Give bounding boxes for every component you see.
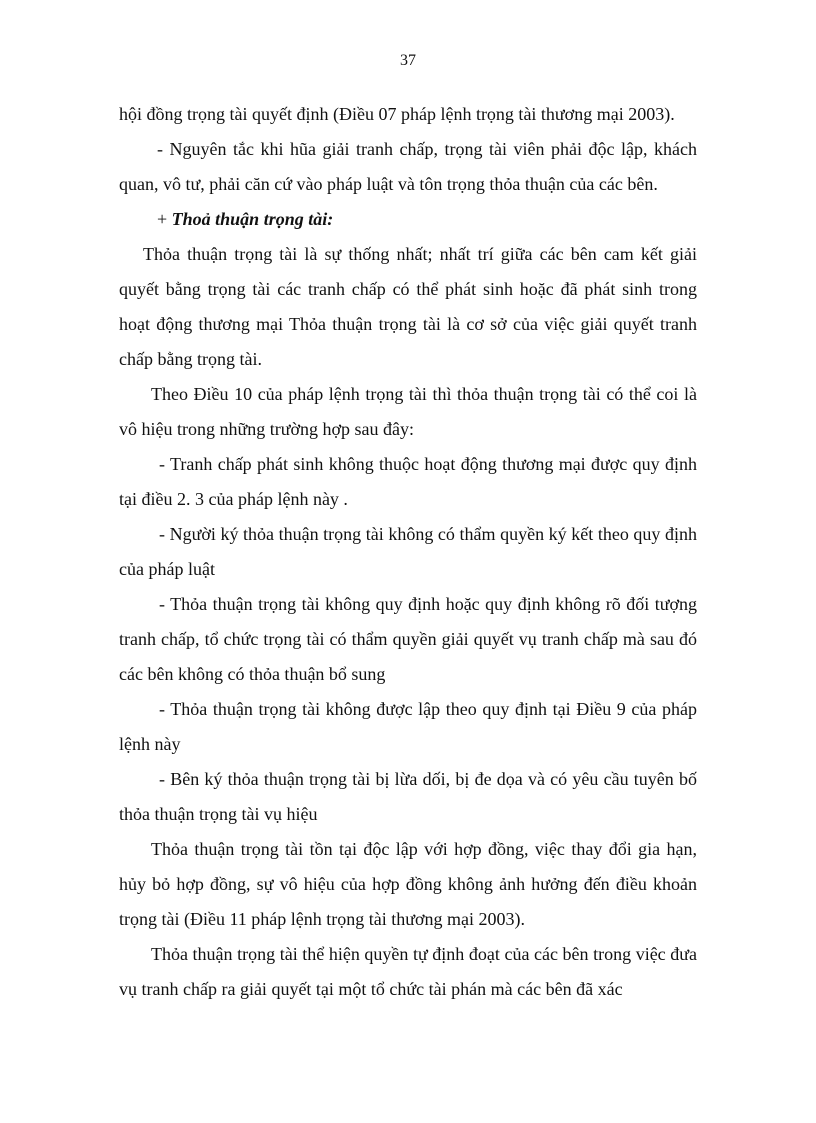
paragraph-independence: Thỏa thuận trọng tài tồn tại độc lập với hợp đồng, việc thay đổi gia hạn, hủy bỏ hợp đồng, sự vô hiệu của hợp đồng không ảnh hưởng đến điều khoản trọng tài (Điều 11 pháp lệnh trọng tài thương mại 2003).: [119, 839, 697, 929]
heading-prefix: +: [157, 209, 172, 229]
section-heading: [119, 202, 697, 237]
paragraph-definition: Thỏa thuận trọng tài là sự thống nhất; nhất trí giữa các bên cam kết giải quyết bằng trọng tài các tranh chấp có thể phát sinh hoặc đã phát sinh trong hoạt động thương mại Thỏa thuận trọng tài là cơ sở của việc giải quyết tranh chấp bằng trọng tài.: [119, 244, 697, 369]
list-item-deceived: - Bên ký thỏa thuận trọng tài bị lừa dối, bị đe dọa và có yêu cầu tuyên bố thỏa thuận trọng tài vụ hiệu: [119, 769, 697, 824]
paragraph-self-determination: Thỏa thuận trọng tài thể hiện quyền tự định đoạt của các bên trong việc đưa vụ tranh chấp ra giải quyết tại một tổ chức tài phán mà các bên đã xác: [119, 944, 697, 999]
list-item-unclear: - Thỏa thuận trọng tài không quy định hoặc quy định không rõ đối tượng tranh chấp, tổ chức trọng tài có thẩm quyền giải quyết vụ tranh chấp mà sau đó các bên không có thỏa thuận bổ sung: [119, 594, 697, 684]
list-item-signer: - Người ký thỏa thuận trọng tài không có thẩm quyền ký kết theo quy định của pháp luật: [119, 524, 697, 579]
heading-text: Thoả thuận trọng tài:: [171, 209, 334, 229]
page-body: [119, 97, 697, 1007]
paragraph-continuation: hội đồng trọng tài quyết định (Điều 07 pháp lệnh trọng tài thương mại 2003).: [119, 104, 675, 124]
list-item-article-9: - Thỏa thuận trọng tài không được lập theo quy định tại Điều 9 của pháp lệnh này: [119, 699, 697, 754]
list-item-dispute: - Tranh chấp phát sinh không thuộc hoạt động thương mại được quy định tại điều 2. 3 của pháp lệnh này .: [119, 454, 697, 509]
paragraph-article-10: Theo Điều 10 của pháp lệnh trọng tài thì thỏa thuận trọng tài có thể coi là vô hiệu trong những trường hợp sau đây:: [119, 384, 697, 439]
paragraph-principle: - Nguyên tắc khi hũa giải tranh chấp, trọng tài viên phải độc lập, khách quan, vô tư, phải căn cứ vào pháp luật và tôn trọng thỏa thuận của các bên.: [119, 139, 697, 194]
page-number: 37: [400, 52, 416, 69]
